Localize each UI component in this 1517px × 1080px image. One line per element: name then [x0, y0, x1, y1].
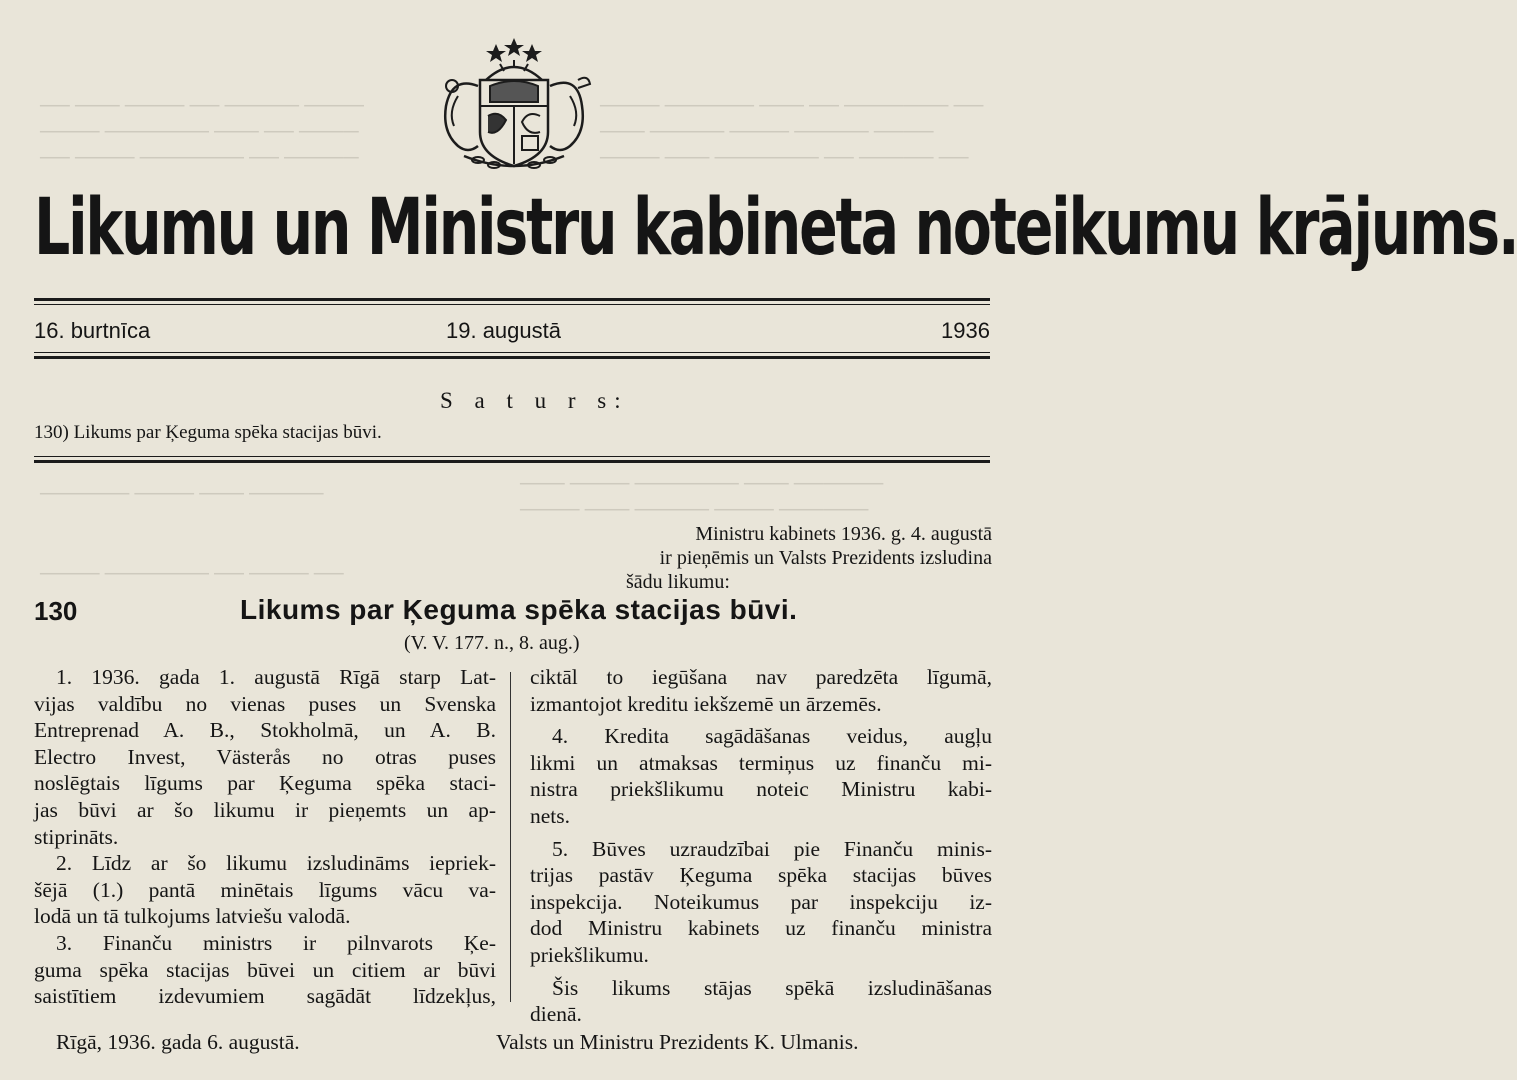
document-page: ── ─── ──── ── ───── ──── ──── ─────── ─── ── ──── ── ──── ─────── ── ───── ──── ────── ─── ── ─────── ── ─── ───── ──── ───── ──── ──── ─── ─────── ── ───── ── ─── ──── ─────── ─── ────── ──── ─── ───── ──── ────── ────── ──── ─── ───── ──── ─────── ── ──── ── Likumu un Ministru kabineta noteikumu krājums. 16. burtnīca 19. augustā 1936 S a t u r s: 130) Likums par Ķeguma spēka stacijas būvi. Ministru kabinets 1936. g. 4. augustā ir pieņēmis un Valsts Prezidents izsludina šādu likumu: 130 Likums par Ķeguma spēka stacijas būvi. (V. V. 177. n., 8. aug.) 1. 1936. gada 1. augustā Rīgā starp Lat- vijas valdību no vienas puses un Svenska Entreprenad A. B., Stokholmā, un A. B. Electro Invest, Västerås no otras puses noslēgtais līgums par Ķeguma spēka staci- jas būvi ar šo likumu ir pieņemts un ap- stiprināts. 2. Līdz ar šo likumu izsludināms iepriek- šējā (1.) pantā minētais līgums vācu va- lodā un tā tulkojums latviešu valodā. 3. Finanču ministrs ir pilnvarots Ķe- guma spēka stacijas būvei un citiem ar būvi saistītiem izdevumiem sagādāt līdzekļus, ciktāl to iegūšana nav paredzēta līgumā, izmantojot kreditu iekšzemē un ārzemēs. 4. Kredita sagādāšanas veidus, augļu likmi un atmaksas termiņus uz finanču mi- nistra priekšlikumu noteic Ministru kabi- nets. 5. Būves uzraudzībai pie Finanču minis- trijas pastāv Ķeguma spēka stacijas būves inspekcija. Noteikumus par inspekciju iz- dod Ministru kabinets uz finanču ministra priekšlikumu. Šis likums stājas spēkā izsludināšanas dienā. Rīgā, 1936. gada 6. augustā. Valsts un Ministru Prezidents K. Ulmanis. — [0, 0, 1034, 1080]
issue-info-row — [34, 316, 990, 346]
text-line: noslēgtais līgums par Ķeguma spēka staci- — [34, 771, 496, 796]
text-line: stiprināts. — [34, 824, 119, 849]
text-line: Electro Invest, Västerås no otras puses — [34, 744, 496, 769]
contents-rule-thick — [34, 460, 990, 463]
law-title: Likums par Ķeguma spēka stacijas būvi. — [240, 594, 798, 625]
text-line: 1. 1936. gada 1. augustā Rīgā starp Lat- — [56, 665, 496, 689]
law-preamble — [592, 522, 992, 594]
masthead-title: Likumu un Ministru kabineta noteikumu krājums. — [34, 183, 1517, 273]
masthead-rule-top — [34, 298, 990, 301]
masthead-rule-thin — [34, 304, 990, 305]
text-line: nistra priekšlikumu noteic Ministru kabi- — [530, 777, 992, 802]
text-line: guma spēka stacijas būvei un citiem ar būvi — [34, 957, 496, 982]
text-line: 2. Līdz ar šo likumu izsludināms iepriek- — [56, 851, 496, 876]
text-line: izmantojot kreditu iekšzemē un ārzemēs. — [530, 691, 882, 716]
text-line: 3. Finanču ministrs ir pilnvarots Ķe- — [56, 930, 496, 955]
issue-date: 19. augustā — [446, 318, 561, 343]
contents-heading: S a t u r s: — [440, 388, 629, 413]
text-line: 5. Būves uzraudzībai pie Finanču minis- — [552, 836, 992, 861]
text-line: 4. Kredita sagādāšanas veidus, augļu — [552, 724, 992, 749]
text-line: vijas valdību no vienas puses un Svenska — [34, 691, 496, 716]
contents-item: 130) Likums par Ķeguma spēka stacijas būvi. — [34, 422, 382, 443]
text-line: dod Ministru kabinets uz finanču ministra — [530, 916, 992, 941]
issue-rule-thin — [34, 352, 990, 353]
text-line: lodā un tā tulkojums latviešu valodā. — [34, 904, 351, 929]
text-line: priekšlikumu. — [530, 942, 649, 967]
text-line: likmi un atmaksas termiņus uz finanču mi- — [530, 750, 992, 775]
law-reference: (V. V. 177. n., 8. aug.) — [404, 632, 580, 654]
issue-rule-thick — [34, 356, 990, 359]
text-line: ciktāl to iegūšana nav paredzēta līgumā, — [530, 665, 992, 689]
text-line: Entreprenad A. B., Stokholmā, un A. B. — [34, 718, 496, 743]
issue-number: 16. burtnīca — [34, 318, 151, 343]
text-line: inspekcija. Noteikumus par inspekciju iz- — [530, 889, 992, 914]
law-number: 130 — [34, 596, 78, 626]
text-line: jas būvi ar šo likumu ir pieņemts un ap- — [34, 797, 496, 822]
footer-place-date: Rīgā, 1936. gada 6. augustā. — [56, 1030, 300, 1054]
text-line: saistītiem izdevumiem sagādāt līdzekļus, — [34, 984, 496, 1009]
preamble-line: Ministru kabinets 1936. g. 4. augustā — [695, 523, 992, 545]
preamble-line: šādu likumu: — [626, 571, 730, 593]
footer-signature: Valsts un Ministru Prezidents K. Ulmanis. — [496, 1030, 859, 1054]
law-text-left-column — [34, 664, 496, 1010]
text-line: dienā. — [530, 1002, 582, 1027]
contents-rule-thin — [34, 456, 990, 457]
text-line: trijas pastāv Ķeguma spēka stacijas būves — [530, 863, 992, 888]
issue-year: 1936 — [941, 318, 990, 343]
preamble-line: ir pieņēmis un Valsts Prezidents izsludina — [659, 547, 992, 569]
text-line: šējā (1.) pantā minētais līgums vācu va- — [34, 877, 496, 902]
coat-of-arms-icon — [428, 36, 600, 174]
text-line: Šis likums stājas spēkā izsludināšanas — [552, 975, 992, 1000]
column-divider — [510, 672, 511, 1002]
text-line: nets. — [530, 803, 571, 828]
law-text-right-column — [530, 664, 992, 1028]
